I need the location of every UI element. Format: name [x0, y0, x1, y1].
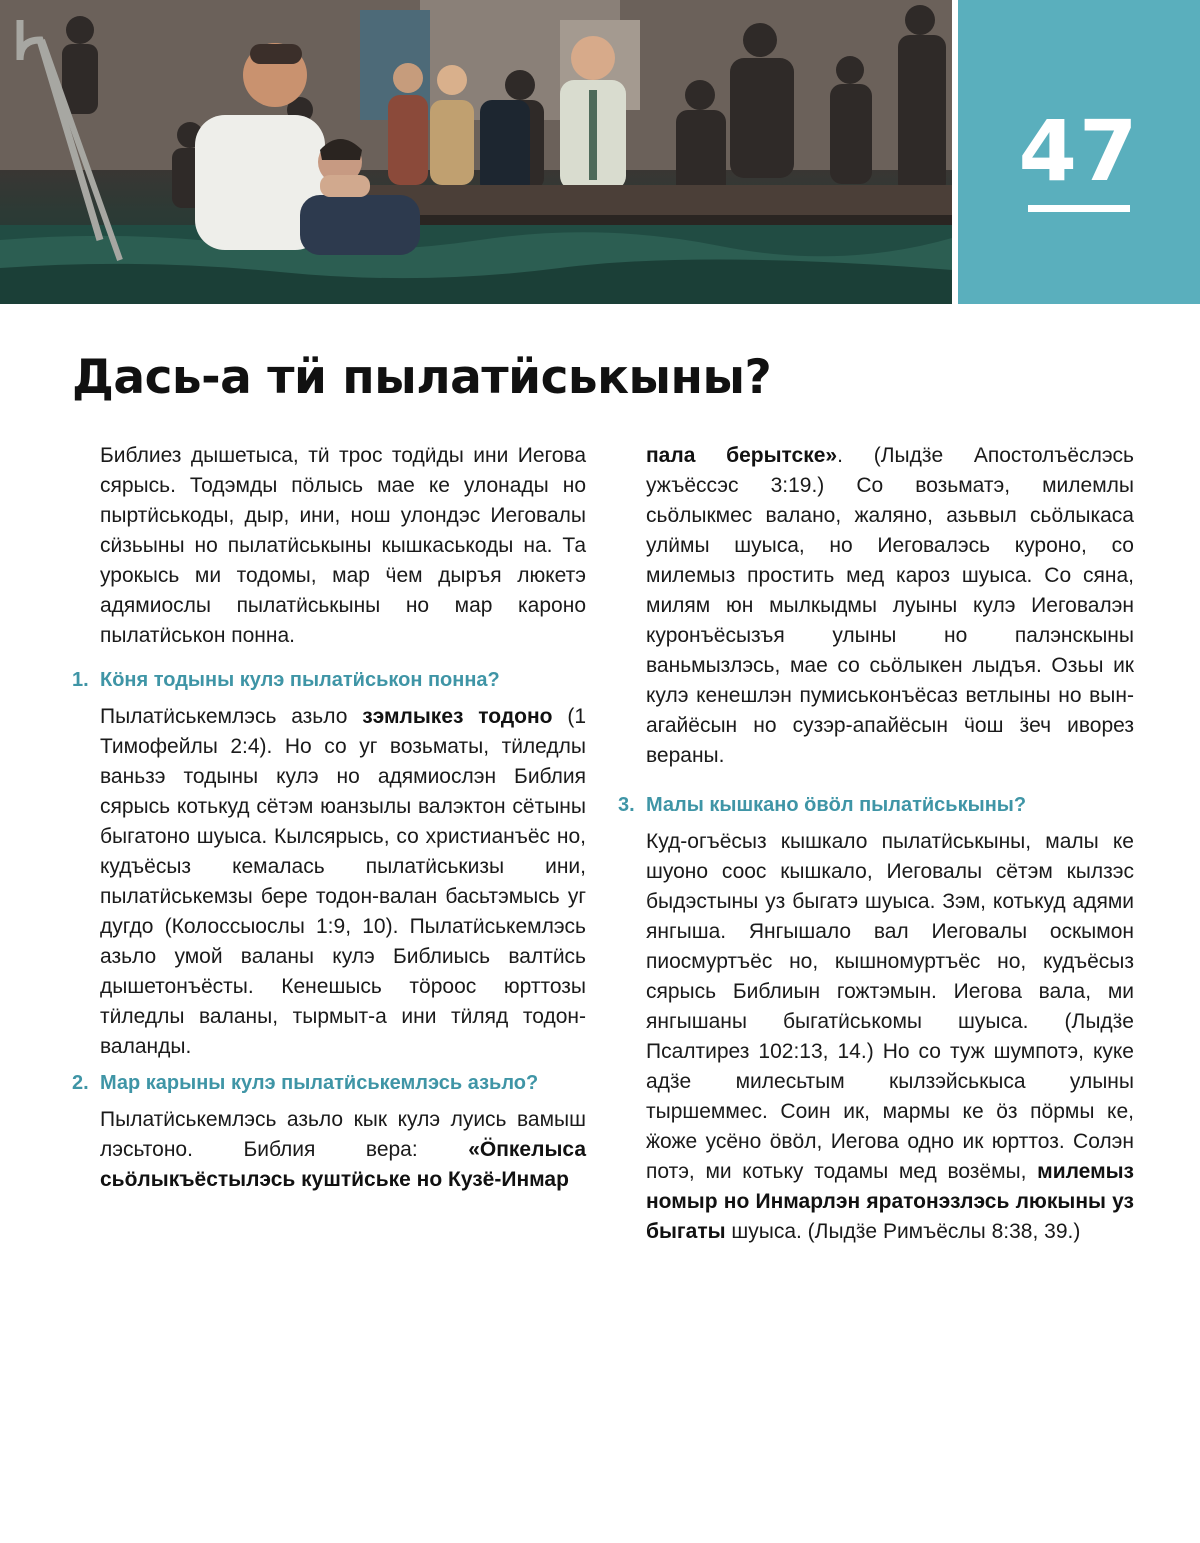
section-2-body [100, 1105, 586, 1195]
section-1-text: (1 Тимофейлы 2:4). Но со уг возьматы, тӥледлы ваньзэ тодыны кулэ но адямиослэн Библия сярысь котькуд сётэм юанзылы валэктон сётыны быгатоно шуыса. Кылсярысь, со христианъёс но, кудъёсыз кемалась пылатӥськизы ини, пылатӥськемзы бере тодон-валан басьтэмысь уг дугдо (Колоссыослы 1:9, 10). Пылатӥськемлэсь азьло умой валаны кулэ Библиысь валтӥсь дышетонъёсты. Кенешысь тӧроос юрттозы тӥледлы валаны, тырмыт-а ини тӥляд тодон-валанды. [100, 705, 586, 1058]
section-2-emphasis: пала берытске» [646, 444, 838, 467]
section-1-text: Пылатӥськемлэсь азьло [100, 705, 363, 728]
intro-paragraph: Библиез дышетыса, тӥ трос тодӥды ини Иегова сярысь. Тодэмды пӧлысь мае ке улонады но пыртӥськоды, дыр, ини, нош улондэс Иеговалы сӥзьыны но пылатӥськыны кышкаськоды на. Та урокысь ми тодомы, мар ӵем дыръя люкетэ адямиослы пылатӥськыны но мар кароно пылатӥськон понна. [100, 444, 586, 647]
lesson-number-underline [1028, 205, 1130, 212]
section-2-emphasis: «Ӧпкелыса сьӧлыкъёстылэсь куштӥське но Кузё-Инмар [100, 1138, 586, 1191]
section-3-heading [618, 790, 1134, 820]
section-3-text: Куд-огъёсыз кышкало пылатӥськыны, малы ке шуоно соос кышкало, Иеговалы сётэм кылзэс быдэстыны уз быгатэ шуыса. Зэм, котькуд адями янгыша. Янгышало вал Иеговалы оскымон пиосмуртъёс но, кышномуртъёс но, кудъёсыз сярысь Библиын гожтэмын. Иегова вала, ми янгышаны быгатӥськомы шуыса. (Лыдӟе Псалтирез 102:13, 14.) Но со туж шумпотэ, куке адӟе милесьтым кылзэйськыса улыны тыршеммес. Соин ик, мармы ке ӧз пӧрмы ке, ӝоже усёно ӧвӧл, Иегова одно ик юрттоз. Солэн потэ, ми котьку тодамы мед возёмы, [646, 830, 1134, 1183]
section-3-number: 3. [618, 794, 635, 816]
lesson-title: Дась-а тӥ пылатӥськыны? [72, 350, 772, 405]
section-1-emphasis: зэмлыкез тодоно [362, 705, 553, 728]
lesson-number: 47 [1018, 102, 1140, 200]
section-3-emphasis: милемыз номыр но Инмарлэн яратонэзлэсь люкыны уз быгаты [646, 1160, 1134, 1243]
section-3-question: Малы кышкано ӧвӧл пылатӥськыны? [646, 794, 1027, 816]
section-1-heading [72, 665, 586, 695]
baptism-scene-illustration [0, 0, 952, 304]
section-2-heading [72, 1068, 586, 1098]
section-1-number: 1. [72, 669, 89, 691]
section-2-text: . (Лыдӟе Апостолъёслэсь ужъёссэс 3:19.) Со возьматэ, милемлы сьӧлыкмес валано, жаляно, азьвыл сьӧлыкаса улӥмы шуыса, но Иеговалэсь куроно, со милемыз простить мед кароз шуыса. Со сяна, милям юн мылкыдмы луыны кулэ Иеговалэн куронъёсызъя улыны но палэнскыны ваньмызлэсь, мае со сьӧлыкен лыдъя. Озьы ик кулэ кенешлэн пумиськонъёсаз ветлыны но вын-агайёсын но сузэр-апайёсын ӵош ӟеч иворез вераны. [646, 444, 1135, 767]
lesson-number-block [958, 0, 1200, 304]
section-3-body [646, 827, 1134, 1247]
left-column [72, 441, 586, 1195]
section-2-body-continued [646, 441, 1134, 771]
section-2-text: Пылатӥськемлэсь азьло кык кулэ луись вамыш лэсьтоно. Библия вера: [100, 1108, 586, 1161]
section-1-body [100, 702, 586, 1062]
section-2-question: Мар карыны кулэ пылатӥськемлэсь азьло? [100, 1072, 539, 1094]
section-1-question: Кӧня тодыны кулэ пылатӥськон понна? [100, 669, 500, 691]
header-photo [0, 0, 952, 304]
section-2-number: 2. [72, 1072, 89, 1094]
section-3-text: шуыса. (Лыдӟе Римъёслы 8:38, 39.) [725, 1220, 1081, 1243]
right-column [618, 441, 1135, 1247]
